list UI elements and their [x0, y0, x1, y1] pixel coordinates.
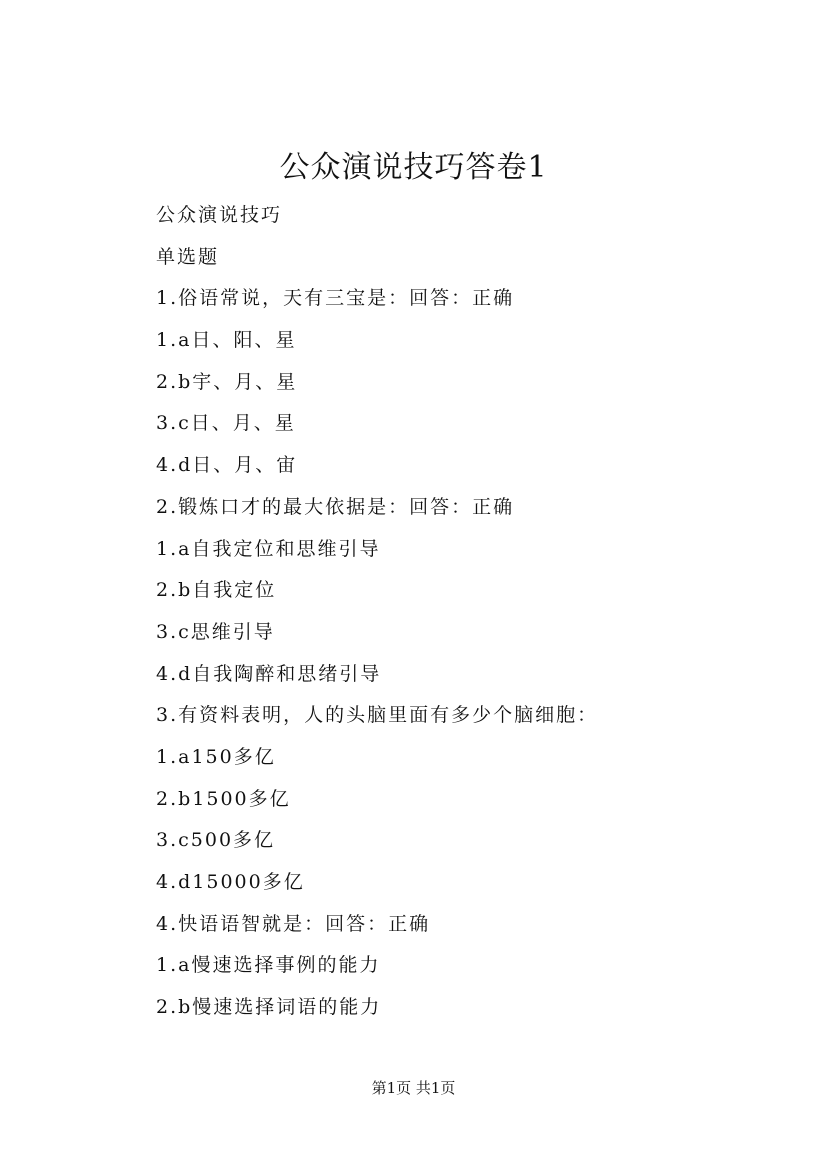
question-1-option-d: 4.d日、月、宙	[156, 454, 298, 477]
question-2-option-c: 3.c思维引导	[156, 620, 275, 643]
question-4-option-a: 1.a慢速选择事例的能力	[156, 954, 381, 977]
section-heading: 公众演说技巧	[156, 204, 283, 226]
document-body	[156, 195, 756, 1029]
question-4-option-b: 2.b慢速选择词语的能力	[156, 996, 382, 1019]
question-3-option-a: 1.a150多亿	[156, 745, 276, 768]
question-1-option-a: 1.a日、阳、星	[156, 329, 297, 352]
question-3-option-b: 2.b1500多亿	[156, 787, 291, 810]
question-1: 1.俗语常说，天有三宝是：回答：正确	[156, 287, 515, 310]
page-number-footer: 第1页 共1页	[371, 1079, 456, 1097]
question-2: 2.锻炼口才的最大依据是：回答：正确	[156, 495, 515, 518]
question-1-option-b: 2.b宇、月、星	[156, 370, 298, 393]
question-3: 3.有资料表明，人的头脑里面有多少个脑细胞：	[156, 704, 599, 727]
document-title: 公众演说技巧答卷1	[279, 150, 548, 185]
question-2-option-d: 4.d自我陶醉和思绪引导	[156, 662, 382, 685]
question-2-option-b: 2.b自我定位	[156, 579, 277, 602]
question-2-option-a: 1.a自我定位和思维引导	[156, 537, 381, 560]
question-1-option-c: 3.c日、月、星	[156, 412, 296, 435]
question-3-option-c: 3.c500多亿	[156, 829, 276, 852]
question-type-heading: 单选题	[156, 245, 220, 268]
question-3-option-d: 4.d15000多亿	[156, 871, 305, 893]
question-4: 4.快语语智就是：回答：正确	[156, 912, 431, 935]
